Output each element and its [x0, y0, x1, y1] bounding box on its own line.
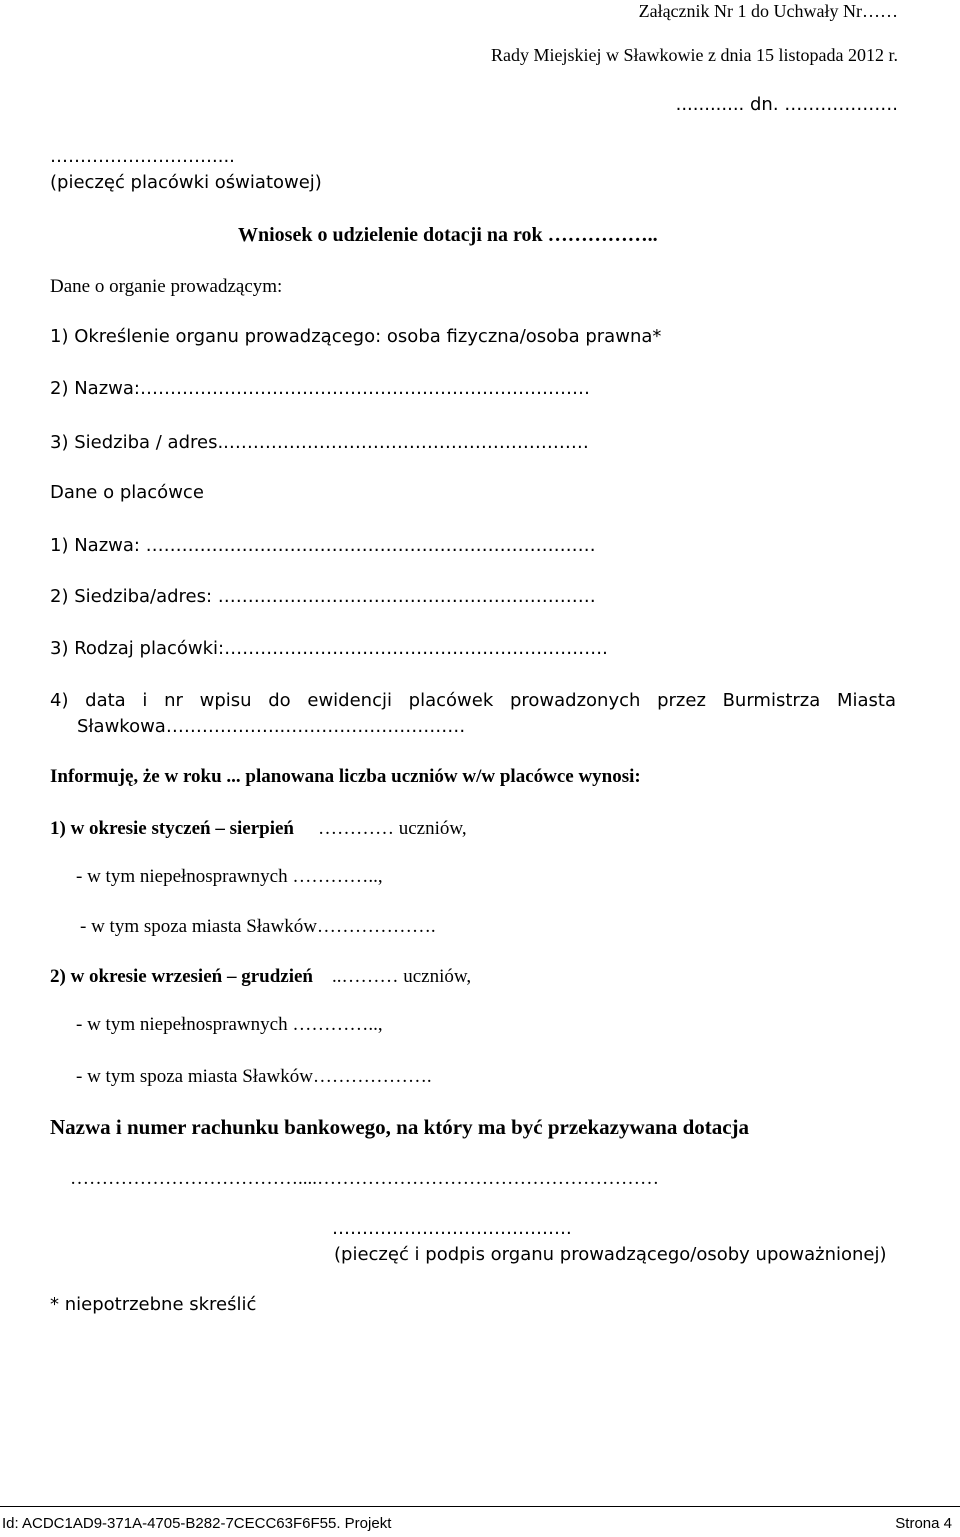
- organ-item-2: 2) Nazwa:…………………………………………………………………: [50, 378, 590, 399]
- students-intro: Informuję, że w roku ... planowana liczba uczniów w/w placówce wynosi:: [50, 766, 641, 787]
- placowka-item-4: 4) data i nr wpisu do ewidencji placówek prowadzonych przez Burmistrza Miasta: [50, 690, 896, 711]
- organ-item-3: 3) Siedziba / adres..……………………………………………………: [50, 432, 589, 453]
- annex-header: Załącznik Nr 1 do Uchwały Nr……: [638, 1, 898, 21]
- bank-account-heading: Nazwa i numer rachunku bankowego, na który ma być przekazywana dotacja: [50, 1115, 750, 1139]
- signature-label: (pieczęć i podpis organu prowadzącego/osoby upoważnionej): [334, 1244, 887, 1265]
- organ-item-1: 1) Określenie organu prowadzącego: osoba fizyczna/osoba prawna*: [50, 326, 662, 347]
- footer-document-id: Id: ACDC1AD9-371A-4705-B282-7CECC63F6F55. Projekt: [2, 1515, 392, 1532]
- council-header: Rady Miejskiej w Sławkowie z dnia 15 listopada 2012 r.: [491, 45, 898, 65]
- placowka-item-3: 3) Rodzaj placówki:……………………………………………………….: [50, 638, 608, 659]
- placowka-heading: Dane o placówce: [50, 482, 204, 503]
- stamp-dots: ………………………....: [50, 146, 235, 167]
- period-2-label: 2) w okresie wrzesień – grudzień: [50, 966, 313, 987]
- period-1-label: 1) w okresie styczeń – sierpień: [50, 818, 294, 839]
- period-2-outside-city: - w tym spoza miasta Sławków……………….: [76, 1066, 432, 1087]
- period-1-disabled: - w tym niepełnosprawnych …………..,: [76, 866, 383, 887]
- footer-page-number: Strona 4: [895, 1515, 952, 1532]
- placowka-item-1: 1) Nazwa: …………………………………………………………………: [50, 535, 596, 556]
- bank-account-dots: ………………………………....………………………………………………: [70, 1168, 659, 1189]
- stamp-label: (pieczęć placówki oświatowej): [50, 172, 322, 193]
- date-line: ............ dn. ……………….: [675, 94, 898, 115]
- document-title: Wniosek o udzielenie dotacji na rok ……………..: [238, 224, 658, 246]
- signature-dots: ………………………………….: [332, 1218, 572, 1239]
- period-2-disabled: - w tym niepełnosprawnych …………..,: [76, 1014, 383, 1035]
- period-1-outside-city: - w tym spoza miasta Sławków……………….: [80, 916, 436, 937]
- placowka-item-2: 2) Siedziba/adres: ………………………………………………………: [50, 586, 596, 607]
- period-2-value: ..……… uczniów,: [332, 966, 472, 987]
- organ-heading: Dane o organie prowadzącym:: [50, 276, 283, 297]
- footer-rule: [0, 1506, 960, 1507]
- placowka-item-4-cont: Sławkowa………………..…………………………: [77, 716, 466, 737]
- period-1-value: ………… uczniów,: [318, 818, 467, 839]
- footnote: * niepotrzebne skreślić: [50, 1294, 257, 1315]
